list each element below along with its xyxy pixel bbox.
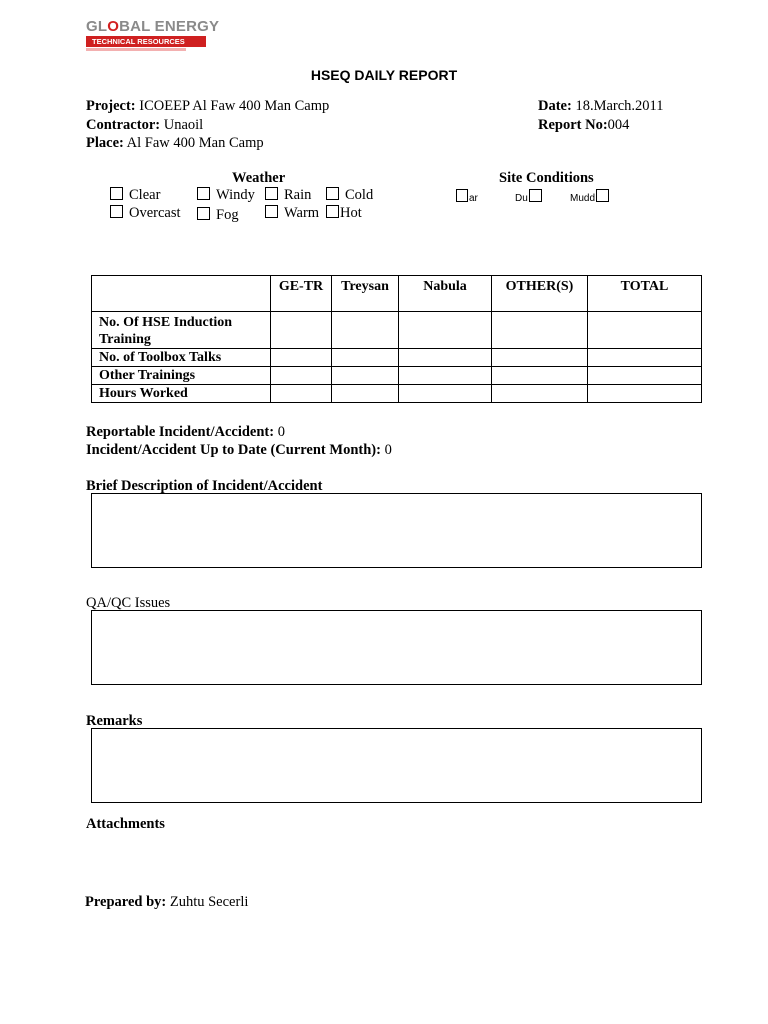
brief-description-heading: Brief Description of Incident/Accident [86,478,323,494]
logo-underline [86,48,186,51]
logo-text-a: GL [86,18,108,35]
prepared-by-label: Prepared by: [85,894,167,910]
column-header: Nabula [399,276,492,312]
table-cell[interactable] [492,349,588,367]
table-row [92,312,702,349]
weather-label: Fog [216,207,239,223]
attachments-heading: Attachments [86,816,165,832]
weather-label: Windy [216,187,255,203]
column-header: GE-TR [271,276,332,312]
site-conditions-title: Site Conditions [499,170,594,186]
table-cell[interactable] [332,349,399,367]
checkbox-icon[interactable] [110,205,123,218]
weather-label: Rain [284,187,312,203]
report-no-value: 004 [607,117,630,133]
site-condition-label: Mudd [570,193,596,204]
table-cell[interactable] [271,312,332,349]
checkbox-icon[interactable] [456,189,468,202]
table-cell[interactable] [271,385,332,403]
logo-text-o: O [107,18,120,35]
weather-label: Cold [345,187,374,203]
table-cell[interactable] [271,367,332,385]
table-cell[interactable] [399,349,492,367]
logo-text-b: BAL ENERGY [119,18,220,35]
reportable-incident-line [86,423,285,441]
column-header: OTHER(S) [492,276,588,312]
table-cell[interactable] [332,312,399,349]
incident-to-date-label: Incident/Accident Up to Date (Current Month): [86,442,381,458]
row-label: No. of Toolbox Talks [92,349,271,367]
project-label: Project: [86,98,136,114]
table-cell[interactable] [588,349,702,367]
column-header: TOTAL [588,276,702,312]
checkbox-icon[interactable] [265,205,278,218]
checkbox-icon[interactable] [265,187,278,200]
table-cell[interactable] [271,349,332,367]
column-header: Treysan [332,276,399,312]
table-row [92,385,702,403]
logo-wordmark [86,18,220,35]
row-label: Other Trainings [92,367,271,385]
brief-description-box[interactable] [91,493,702,568]
place-value: Al Faw 400 Man Camp [126,135,264,151]
contractor-line [86,116,203,134]
table-cell[interactable] [399,385,492,403]
project-value: ICOEEP Al Faw 400 Man Camp [139,98,330,114]
table-cell[interactable] [332,367,399,385]
checkbox-icon[interactable] [197,187,210,200]
logo-subtitle: TECHNICAL RESOURCES [86,36,206,47]
weather-option-overcast[interactable] [110,205,181,222]
weather-option-cold[interactable] [326,187,373,204]
table-cell[interactable] [588,367,702,385]
weather-option-rain[interactable] [265,187,311,204]
weather-option-warm[interactable] [265,205,319,222]
weather-option-windy[interactable] [197,187,255,204]
incident-to-date-line [86,441,392,459]
weather-option-hot[interactable] [326,205,362,222]
checkbox-icon[interactable] [326,187,339,200]
table-header-row [92,276,702,312]
remarks-heading: Remarks [86,713,143,729]
hse-statistics-table [91,275,702,403]
place-line [86,134,264,152]
table-cell[interactable] [332,385,399,403]
company-logo [86,18,220,52]
reportable-incident-value: 0 [277,424,285,440]
place-label: Place: [86,135,124,151]
weather-label: Hot [340,205,362,221]
report-title: HSEQ DAILY REPORT [310,67,458,83]
table-corner-cell [92,276,271,312]
site-condition-label: Du [515,193,528,204]
table-cell[interactable] [588,385,702,403]
checkbox-icon[interactable] [596,189,609,202]
table-cell[interactable] [399,312,492,349]
report-no-label: Report No: [538,117,608,133]
weather-label: Clear [129,187,161,203]
table-cell[interactable] [492,385,588,403]
qa-qc-box[interactable] [91,610,702,685]
row-label: Hours Worked [92,385,271,403]
row-label: No. Of HSE Induction Training [92,312,271,349]
date-value: 18.March.2011 [575,98,664,114]
remarks-box[interactable] [91,728,702,803]
incident-to-date-value: 0 [384,442,392,458]
checkbox-icon[interactable] [110,187,123,200]
weather-title: Weather [232,170,286,186]
table-cell[interactable] [492,312,588,349]
weather-label: Warm [284,205,320,221]
site-condition-dust[interactable] [515,189,548,204]
project-line [86,97,329,115]
checkbox-icon[interactable] [197,207,210,220]
weather-label: Overcast [129,205,181,221]
table-row [92,367,702,385]
weather-option-fog[interactable] [197,207,239,224]
weather-option-clear[interactable] [110,187,160,204]
table-row [92,349,702,367]
prepared-by-value: Zuhtu Secerli [169,894,249,910]
table-cell[interactable] [399,367,492,385]
table-cell[interactable] [492,367,588,385]
date-label: Date: [538,98,572,114]
reportable-incident-label: Reportable Incident/Accident: [86,424,275,440]
prepared-by-line [85,893,248,911]
contractor-value: Unaoil [163,117,204,133]
date-line [538,97,664,115]
qa-qc-heading: QA/QC Issues [86,595,171,611]
site-condition-label: ar [469,193,478,204]
report-no-line [538,116,629,134]
site-condition-clear[interactable] [456,189,478,204]
checkbox-icon[interactable] [326,205,339,218]
checkbox-icon[interactable] [529,189,542,202]
site-condition-muddy[interactable] [570,189,615,204]
table-cell[interactable] [588,312,702,349]
contractor-label: Contractor: [86,117,161,133]
